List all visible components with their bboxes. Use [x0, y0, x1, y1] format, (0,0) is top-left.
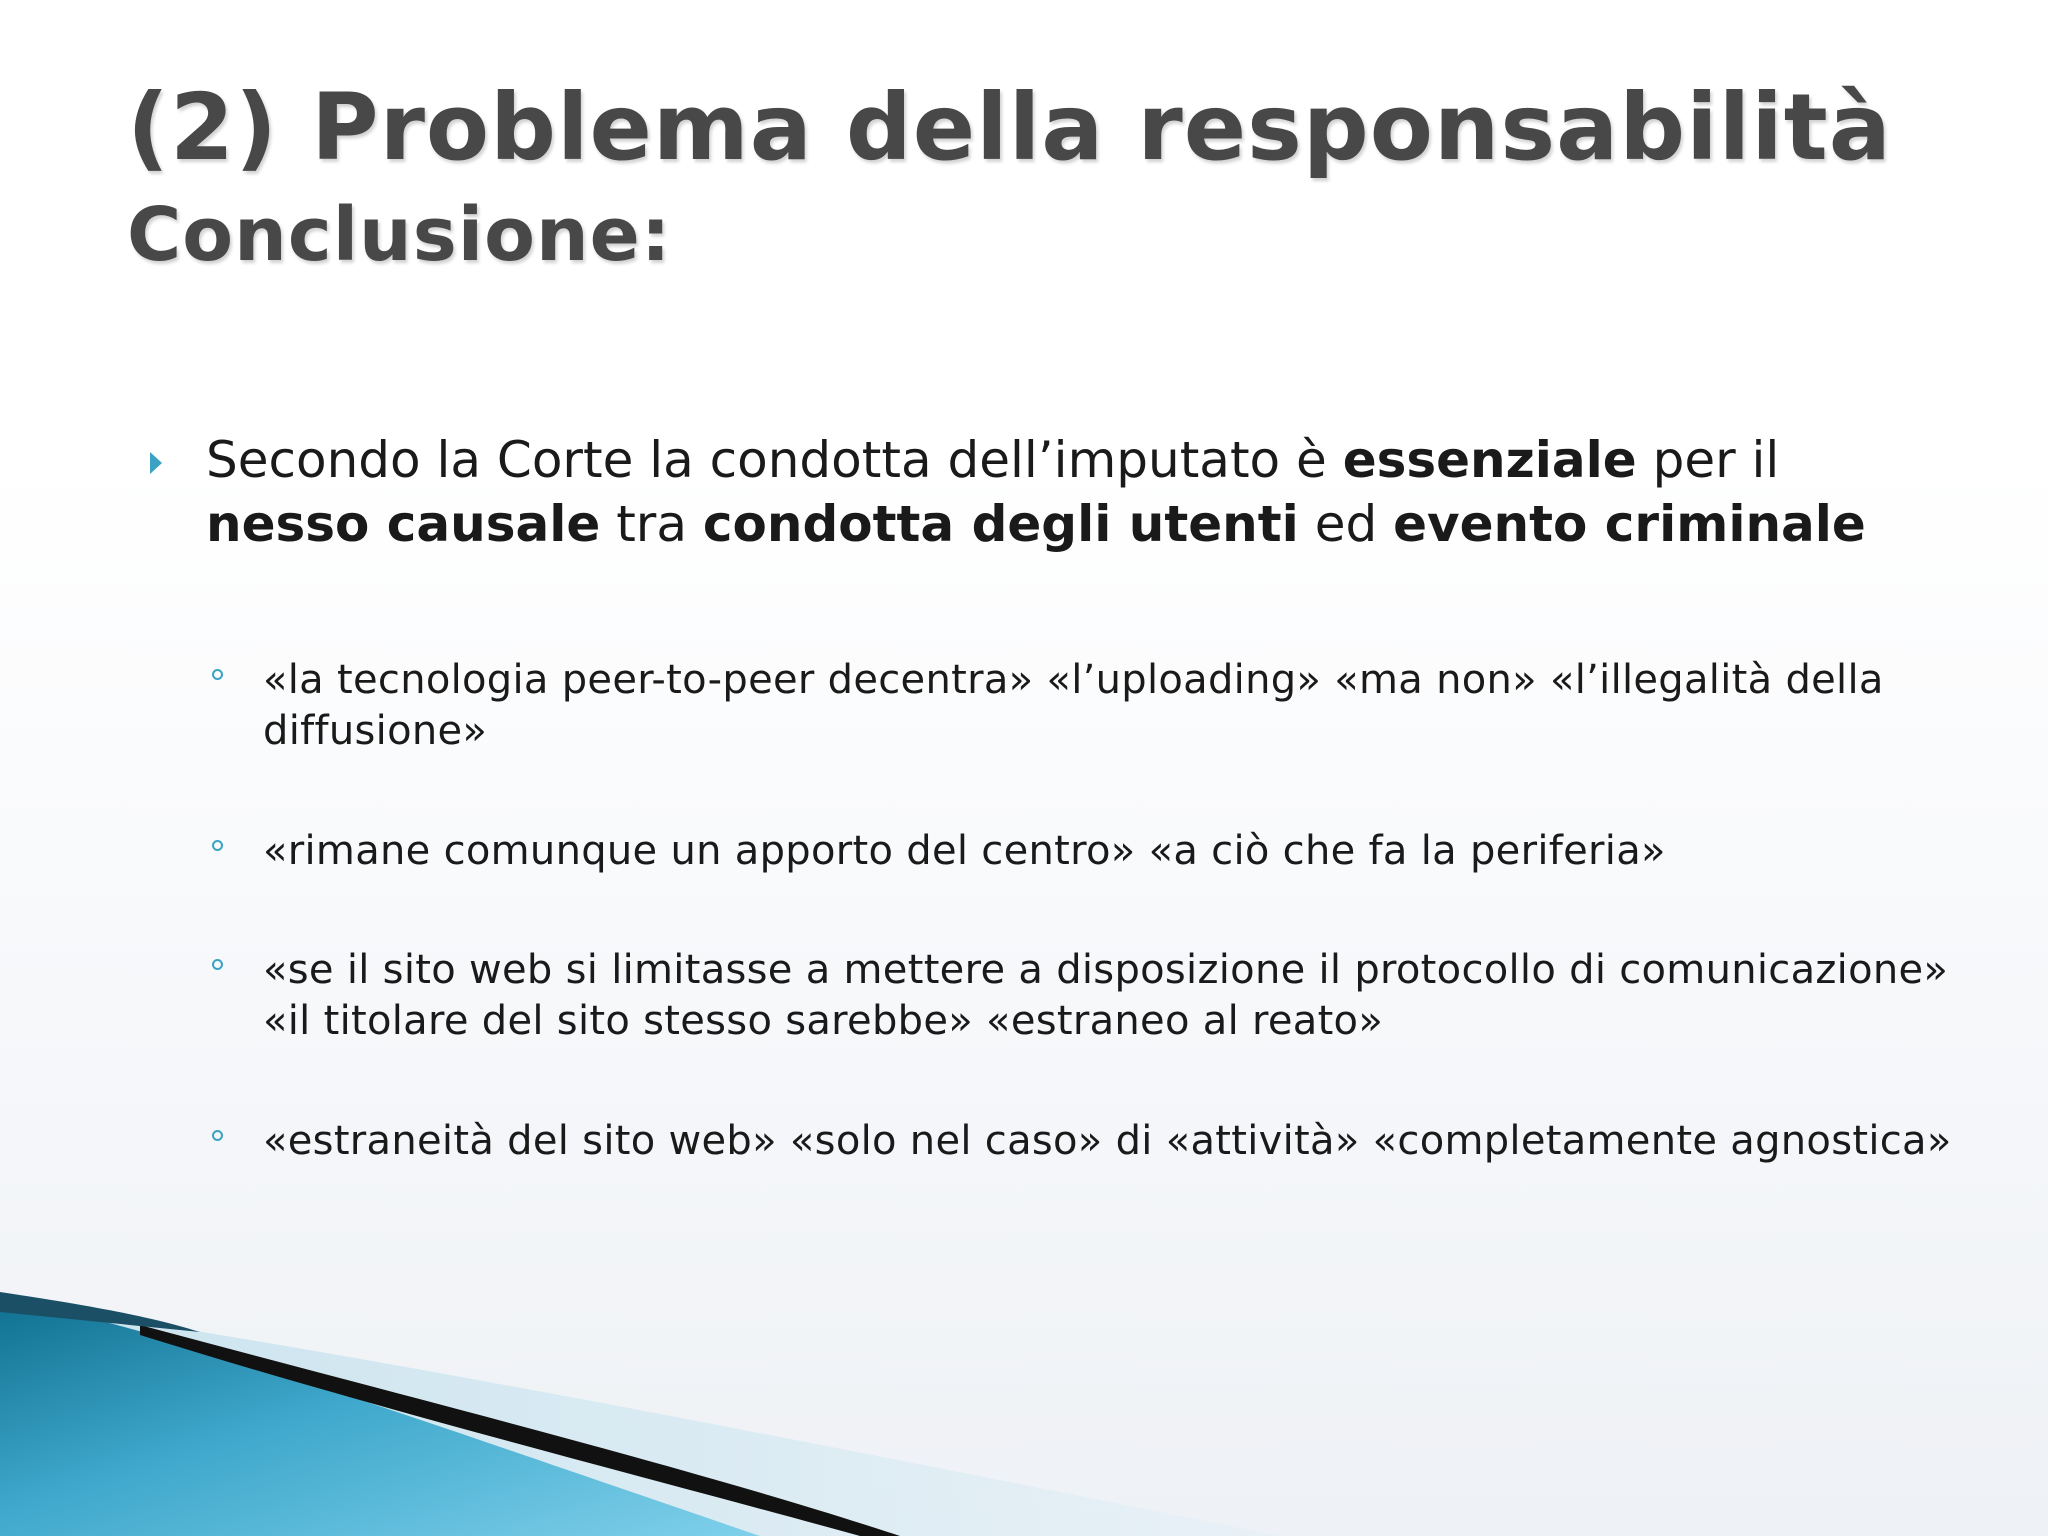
circle-bullet-icon: [212, 840, 223, 851]
sub-bullet-item: [212, 655, 1952, 757]
slide-title: [127, 74, 1892, 278]
sub-bullet-text: «se il sito web si limitasse a mettere a disposizione il protocollo di comunicazione» «il titolare del sito stesso sarebbe» «estraneo al reato»: [263, 947, 1949, 1044]
sub-bullet-item: [212, 826, 1952, 877]
circle-bullet-icon: [212, 1130, 223, 1141]
sub-bullet-item: [212, 945, 1952, 1047]
main-bullet-run: ed: [1298, 495, 1394, 553]
title-line-2: Conclusione:: [127, 192, 672, 278]
sub-bullet-text: «estraneità del sito web» «solo nel caso» di «attività» «completamente agnostica»: [263, 1118, 1952, 1164]
sub-bullet-item: [212, 1116, 1952, 1167]
main-bullet: [150, 428, 1910, 556]
title-line-1: (2) Problema della responsabilità: [127, 74, 1892, 181]
main-bullet-bold-run: evento criminale: [1393, 495, 1866, 553]
main-bullet-run: tra: [600, 495, 703, 553]
wave-black-stripe: [140, 1325, 900, 1536]
main-bullet-run: per il: [1636, 431, 1780, 489]
main-bullet-run: Secondo la Corte la condotta dell’imputato è: [206, 431, 1343, 489]
circle-bullet-icon: [212, 669, 223, 680]
wave-light-band: [0, 1300, 1280, 1536]
sub-bullet-text: «rimane comunque un apporto del centro» «a ciò che fa la periferia»: [263, 828, 1666, 874]
main-bullet-text: [206, 428, 1910, 556]
main-bullet-bold-run: condotta degli utenti: [702, 495, 1299, 553]
wave-dark-stripe: [0, 1292, 200, 1332]
sub-bullet-text: «la tecnologia peer-to-peer decentra» «l’uploading» «ma non» «l’illegalità della diffusione»: [263, 657, 1884, 754]
main-bullet-bold-run: essenziale: [1342, 431, 1637, 489]
arrow-bullet-icon: [150, 452, 162, 474]
circle-bullet-icon: [212, 959, 223, 970]
wave-blue-band: [0, 1296, 760, 1536]
main-bullet-bold-run: nesso causale: [206, 495, 601, 553]
